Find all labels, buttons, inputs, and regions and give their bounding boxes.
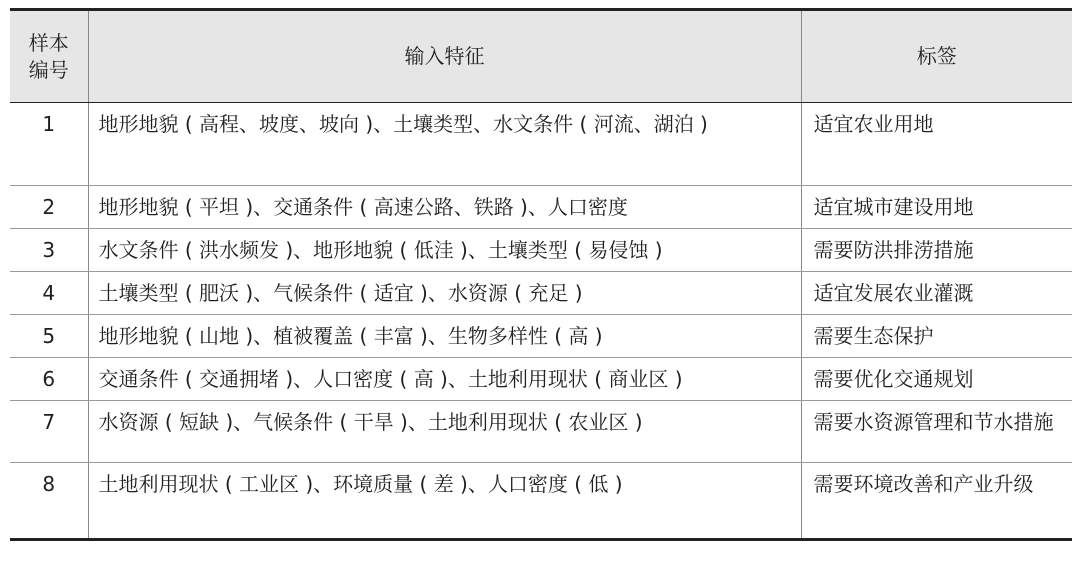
cell-label: 适宜农业用地 — [801, 103, 1072, 186]
cell-sample-no: 6 — [10, 358, 88, 401]
cell-input-features: 地形地貌 ( 平坦 )、交通条件 ( 高速公路、铁路 )、人口密度 — [88, 186, 801, 229]
table-row — [10, 103, 1072, 186]
cell-sample-no: 3 — [10, 229, 88, 272]
cell-label: 需要生态保护 — [801, 315, 1072, 358]
table-header — [10, 10, 1072, 103]
header-sample-no-text: 样本编号 — [28, 30, 69, 82]
table-row — [10, 186, 1072, 229]
cell-input-features: 土地利用现状 ( 工业区 )、环境质量 ( 差 )、人口密度 ( 低 ) — [88, 463, 801, 540]
header-input-features: 输入特征 — [88, 10, 801, 103]
cell-input-features: 地形地貌 ( 山地 )、植被覆盖 ( 丰富 )、生物多样性 ( 高 ) — [88, 315, 801, 358]
table-row — [10, 229, 1072, 272]
table-row — [10, 272, 1072, 315]
cell-label: 需要环境改善和产业升级 — [801, 463, 1072, 540]
table-row — [10, 315, 1072, 358]
cell-sample-no: 4 — [10, 272, 88, 315]
table-row — [10, 401, 1072, 463]
data-table-container — [10, 8, 1072, 541]
sample-feature-table — [10, 8, 1072, 541]
header-label: 标签 — [801, 10, 1072, 103]
cell-input-features: 交通条件 ( 交通拥堵 )、人口密度 ( 高 )、土地利用现状 ( 商业区 ) — [88, 358, 801, 401]
cell-input-features: 水文条件 ( 洪水频发 )、地形地貌 ( 低洼 )、土壤类型 ( 易侵蚀 ) — [88, 229, 801, 272]
cell-input-features: 水资源 ( 短缺 )、气候条件 ( 干旱 )、土地利用现状 ( 农业区 ) — [88, 401, 801, 463]
cell-sample-no: 1 — [10, 103, 88, 186]
cell-input-features: 地形地貌 ( 高程、坡度、坡向 )、土壤类型、水文条件 ( 河流、湖泊 ) — [88, 103, 801, 186]
table-body — [10, 103, 1072, 540]
cell-label: 适宜城市建设用地 — [801, 186, 1072, 229]
table-row — [10, 463, 1072, 540]
header-row — [10, 10, 1072, 103]
cell-sample-no: 2 — [10, 186, 88, 229]
cell-label: 需要优化交通规划 — [801, 358, 1072, 401]
cell-label: 适宜发展农业灌溉 — [801, 272, 1072, 315]
header-sample-no — [10, 10, 88, 103]
cell-label: 需要防洪排涝措施 — [801, 229, 1072, 272]
cell-sample-no: 8 — [10, 463, 88, 540]
cell-sample-no: 5 — [10, 315, 88, 358]
table-row — [10, 358, 1072, 401]
cell-sample-no: 7 — [10, 401, 88, 463]
cell-input-features: 土壤类型 ( 肥沃 )、气候条件 ( 适宜 )、水资源 ( 充足 ) — [88, 272, 801, 315]
cell-label: 需要水资源管理和节水措施 — [801, 401, 1072, 463]
